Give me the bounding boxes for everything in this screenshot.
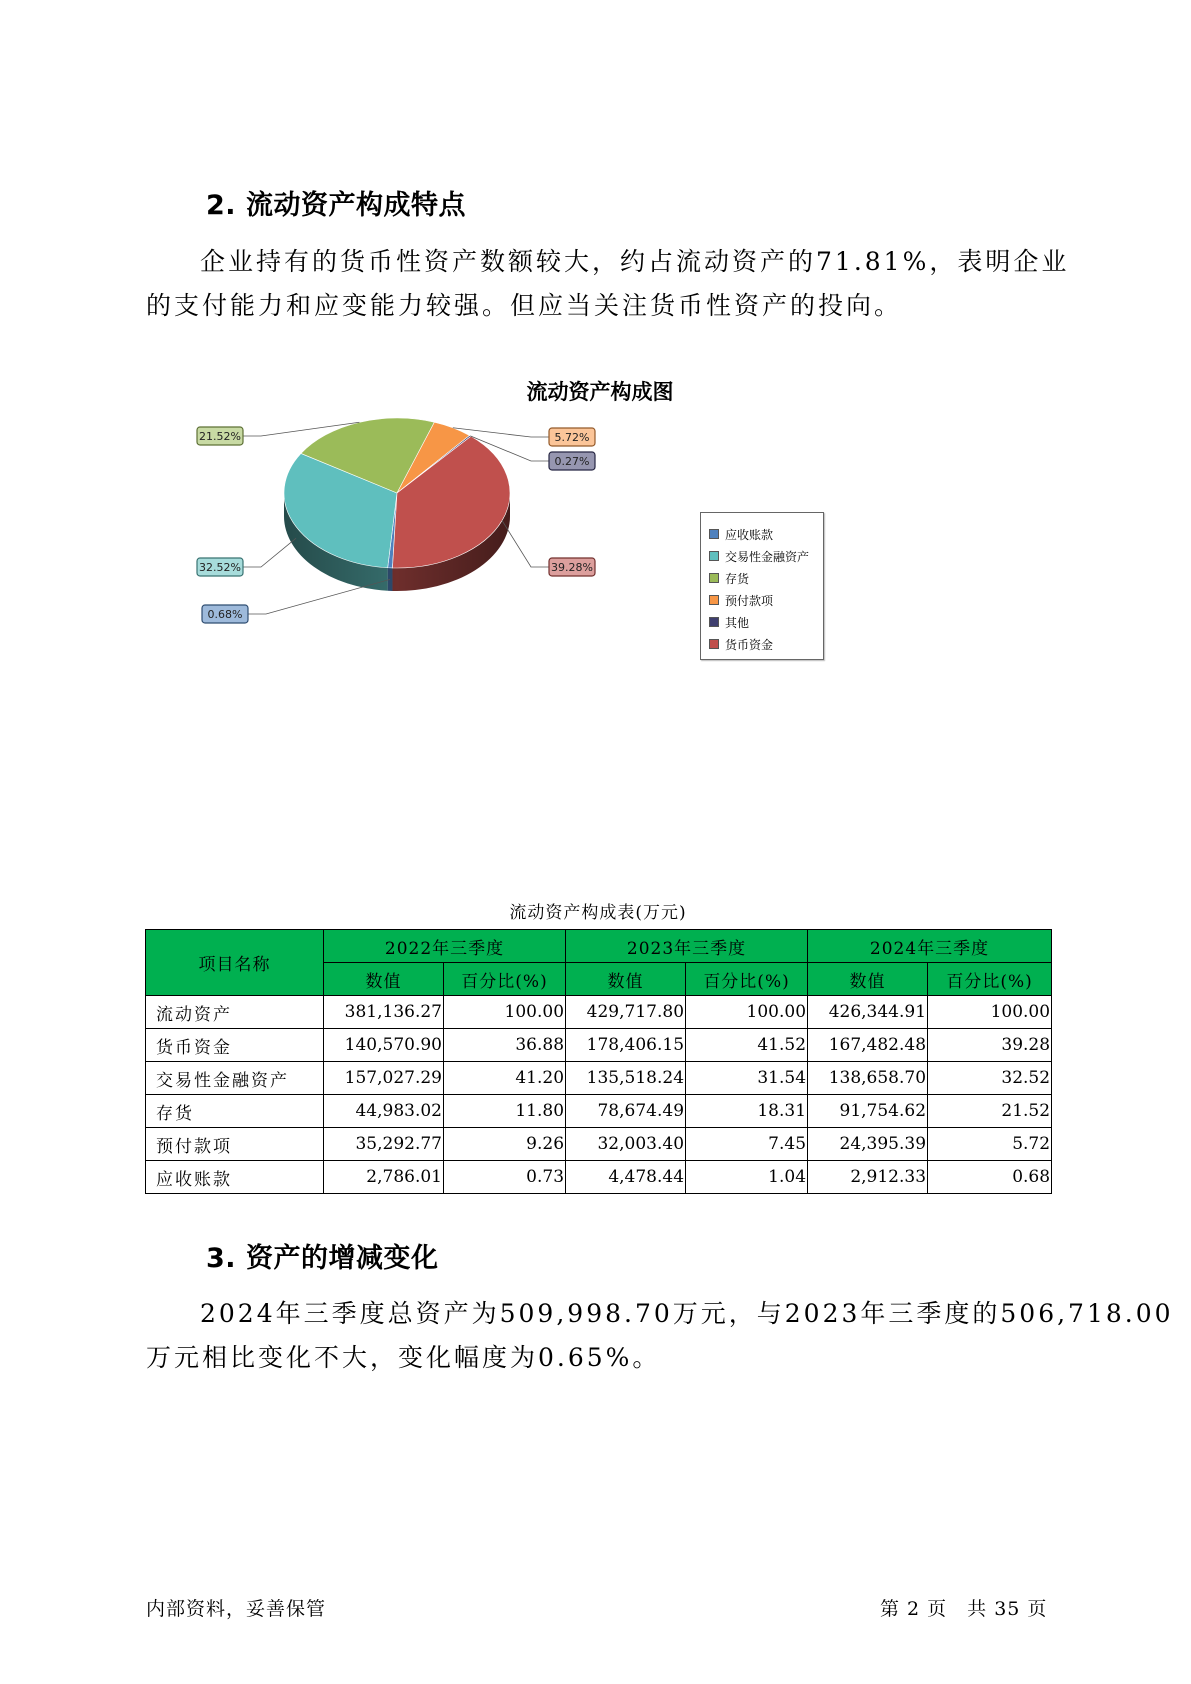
percent-cell: 18.31	[686, 1095, 808, 1128]
table-row	[146, 1128, 1052, 1161]
value-cell: 2,912.33	[808, 1161, 928, 1194]
legend-swatch	[709, 573, 719, 583]
row-label: 货币资金	[146, 1029, 324, 1062]
table-row	[146, 1062, 1052, 1095]
header-year-2022: 2022年三季度	[324, 930, 566, 963]
header-year-2023: 2023年三季度	[566, 930, 808, 963]
section-2-paragraph	[146, 240, 1076, 328]
section-3-paragraph-line-1: 2024年三季度总资产为509,998.70万元，与2023年三季度的506,718.00	[200, 1299, 1174, 1328]
table-header-row	[146, 930, 1052, 963]
legend-swatch	[709, 639, 719, 649]
percent-cell: 0.73	[444, 1161, 566, 1194]
data-label-text-4: 0.27%	[554, 455, 590, 468]
data-label-text-2: 21.52%	[199, 430, 241, 443]
data-label-text-5: 39.28%	[551, 561, 593, 574]
row-label: 预付款项	[146, 1128, 324, 1161]
percent-cell: 39.28	[928, 1029, 1052, 1062]
table-body	[146, 996, 1052, 1194]
value-cell: 157,027.29	[324, 1062, 444, 1095]
legend-item-trading-assets	[709, 545, 823, 567]
value-cell: 44,983.02	[324, 1095, 444, 1128]
section-2-heading: 2. 流动资产构成特点	[206, 190, 466, 221]
legend-label: 预付款项	[725, 593, 774, 608]
legend-label: 存货	[725, 571, 750, 586]
chart-legend	[700, 512, 824, 660]
table-row	[146, 1161, 1052, 1194]
row-label: 流动资产	[146, 996, 324, 1029]
percent-cell: 32.52	[928, 1062, 1052, 1095]
header-item-name: 项目名称	[146, 930, 324, 996]
value-cell: 78,674.49	[566, 1095, 686, 1128]
value-cell: 178,406.15	[566, 1029, 686, 1062]
value-cell: 167,482.48	[808, 1029, 928, 1062]
percent-cell: 100.00	[444, 996, 566, 1029]
value-cell: 32,003.40	[566, 1128, 686, 1161]
percent-cell: 1.04	[686, 1161, 808, 1194]
legend-swatch	[709, 529, 719, 539]
header-value: 数值	[324, 963, 444, 996]
legend-item-other	[709, 611, 823, 633]
chart-title: 流动资产构成图	[526, 380, 674, 404]
header-percent: 百分比(%)	[444, 963, 566, 996]
table-row	[146, 1029, 1052, 1062]
legend-label: 应收账款	[725, 527, 774, 542]
percent-cell: 31.54	[686, 1062, 808, 1095]
percent-cell: 100.00	[928, 996, 1052, 1029]
legend-label: 交易性金融资产	[725, 549, 810, 564]
value-cell: 24,395.39	[808, 1128, 928, 1161]
row-label: 交易性金融资产	[146, 1062, 324, 1095]
value-cell: 426,344.91	[808, 996, 928, 1029]
value-cell: 4,478.44	[566, 1161, 686, 1194]
header-percent: 百分比(%)	[928, 963, 1052, 996]
percent-cell: 5.72	[928, 1128, 1052, 1161]
value-cell: 91,754.62	[808, 1095, 928, 1128]
data-label-text-0: 0.68%	[207, 608, 243, 621]
legend-swatch	[709, 595, 719, 605]
current-assets-table	[145, 929, 1052, 1194]
section-2-paragraph-line-1: 企业持有的货币性资产数额较大，约占流动资产的71.81%，表明企业	[200, 247, 1070, 276]
footer-confidential: 内部资料，妥善保管	[146, 1598, 327, 1620]
value-cell: 140,570.90	[324, 1029, 444, 1062]
header-year-2024: 2024年三季度	[808, 930, 1052, 963]
value-cell: 35,292.77	[324, 1128, 444, 1161]
leader-line-1	[243, 538, 296, 567]
percent-cell: 0.68	[928, 1161, 1052, 1194]
section-2-paragraph-line-2: 的支付能力和应变能力较强。但应当关注货币性资产的投向。	[146, 291, 903, 320]
legend-item-prepayments	[709, 589, 823, 611]
legend-item-receivables	[709, 523, 823, 545]
legend-swatch	[709, 551, 719, 561]
footer-page-number: 第 2 页 共 35 页	[880, 1598, 1048, 1620]
percent-cell: 9.26	[444, 1128, 566, 1161]
value-cell: 135,518.24	[566, 1062, 686, 1095]
table-row	[146, 996, 1052, 1029]
pie-tops	[284, 418, 510, 568]
leader-line-5	[502, 521, 549, 567]
data-label-text-3: 5.72%	[554, 431, 590, 444]
percent-cell: 36.88	[444, 1029, 566, 1062]
table-row	[146, 1095, 1052, 1128]
legend-item-inventory	[709, 567, 823, 589]
legend-label: 其他	[725, 615, 750, 630]
percent-cell: 100.00	[686, 996, 808, 1029]
percent-cell: 41.52	[686, 1029, 808, 1062]
row-label: 存货	[146, 1095, 324, 1128]
header-percent: 百分比(%)	[686, 963, 808, 996]
section-3-paragraph	[146, 1292, 1174, 1380]
value-cell: 429,717.80	[566, 996, 686, 1029]
value-cell: 138,658.70	[808, 1062, 928, 1095]
legend-swatch	[709, 617, 719, 627]
table-caption: 流动资产构成表(万元)	[509, 903, 687, 923]
header-value: 数值	[566, 963, 686, 996]
legend-label: 货币资金	[725, 637, 774, 652]
section-3-paragraph-line-2: 万元相比变化不大，变化幅度为0.65%。	[146, 1343, 661, 1372]
row-label: 应收账款	[146, 1161, 324, 1194]
legend-item-cash	[709, 633, 823, 655]
percent-cell: 7.45	[686, 1128, 808, 1161]
section-3-heading: 3. 资产的增减变化	[206, 1243, 439, 1274]
value-cell: 381,136.27	[324, 996, 444, 1029]
value-cell: 2,786.01	[324, 1161, 444, 1194]
data-label-text-1: 32.52%	[199, 561, 241, 574]
header-value: 数值	[808, 963, 928, 996]
percent-cell: 41.20	[444, 1062, 566, 1095]
percent-cell: 11.80	[444, 1095, 566, 1128]
percent-cell: 21.52	[928, 1095, 1052, 1128]
